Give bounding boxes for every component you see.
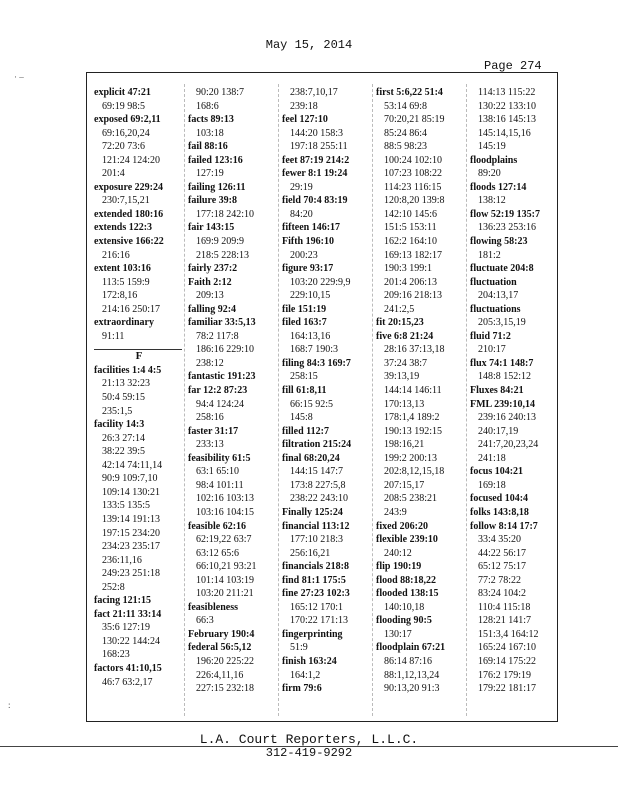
- index-headword-entry: facilities 1:4 4:5: [94, 364, 162, 376]
- index-continuation-entry: 65:12 75:17: [478, 561, 527, 573]
- index-headword-entry: feel 127:10: [282, 114, 328, 126]
- index-headword-entry: feet 87:19 214:2: [282, 154, 350, 166]
- index-headword-entry: extent 103:16: [94, 263, 151, 275]
- index-continuation-entry: 114:23 116:15: [384, 181, 442, 193]
- index-continuation-entry: 170:13,13: [384, 398, 425, 410]
- index-continuation-entry: 86:14 87:16: [384, 655, 433, 667]
- index-continuation-entry: 103:18: [196, 127, 224, 139]
- index-headword-entry: file 151:19: [282, 303, 327, 315]
- index-continuation-entry: 21:13 32:23: [102, 378, 151, 390]
- index-headword-entry: explicit 47:21: [94, 87, 151, 98]
- index-column-1: [94, 86, 184, 689]
- index-headword-entry: figure 93:17: [282, 263, 334, 275]
- index-column-2: [188, 86, 278, 696]
- index-continuation-entry: 63:1 65:10: [196, 466, 240, 478]
- index-continuation-entry: 238:12: [196, 357, 224, 369]
- transcript-date: May 15, 2014: [265, 38, 353, 52]
- index-continuation-entry: 169:18: [478, 479, 506, 491]
- index-headword-entry: Faith 2:12: [188, 276, 232, 288]
- index-headword-entry: filtration 215:24: [282, 439, 352, 451]
- index-headword-entry: failing 126:11: [188, 181, 246, 193]
- index-continuation-entry: 53:14 69:8: [384, 100, 428, 112]
- index-continuation-entry: 198:16,21: [384, 439, 425, 451]
- index-continuation-entry: 35:6 127:19: [102, 622, 151, 634]
- index-continuation-entry: 190:3 199:1: [384, 263, 433, 275]
- index-continuation-entry: 42:14 74:11,14: [102, 459, 163, 471]
- index-continuation-entry: 249:23 251:18: [102, 568, 161, 580]
- index-headword-entry: fluctuation: [470, 276, 517, 288]
- index-continuation-entry: 50:4 59:15: [102, 392, 146, 404]
- index-continuation-entry: 226:4,11,16: [196, 669, 244, 681]
- index-continuation-entry: 28:16 37:13,18: [384, 344, 445, 356]
- index-continuation-entry: 114:13 115:22: [478, 87, 536, 98]
- index-continuation-entry: 88:1,12,13,24: [384, 669, 440, 681]
- index-headword-entry: exposed 69:2,11: [94, 114, 161, 126]
- index-headword-entry: fairly 237:2: [188, 263, 238, 275]
- index-column-5: [470, 86, 560, 696]
- index-continuation-entry: 88:5 98:23: [384, 141, 428, 153]
- index-headword-entry: feasibility 61:5: [188, 452, 251, 464]
- index-continuation-entry: 252:8: [102, 581, 125, 593]
- index-headword-entry: flowing 58:23: [470, 236, 528, 248]
- index-continuation-entry: 109:14 130:21: [102, 486, 161, 498]
- index-continuation-entry: 66:10,21 93:21: [196, 561, 257, 573]
- index-continuation-entry: 168:23: [102, 649, 130, 661]
- index-continuation-entry: 38:22 39:5: [102, 446, 146, 458]
- court-reporter-phone: 312-419-9292: [265, 746, 353, 760]
- index-headword-entry: facility 14:3: [94, 419, 145, 431]
- index-continuation-entry: 258:15: [290, 371, 318, 383]
- index-continuation-entry: 130:22 133:10: [478, 100, 537, 112]
- index-continuation-entry: 62:19,22 63:7: [196, 534, 252, 546]
- index-headword-entry: floodplains: [470, 154, 518, 166]
- index-headword-entry: faster 31:17: [188, 425, 239, 437]
- index-continuation-entry: 78:2 117:8: [196, 330, 239, 342]
- margin-mark: · –: [14, 72, 24, 82]
- index-continuation-entry: 46:7 63:2,17: [102, 676, 153, 688]
- index-continuation-entry: 84:20: [290, 208, 313, 220]
- index-headword-entry: feasibleness: [188, 601, 238, 613]
- index-continuation-entry: 102:16 103:13: [196, 493, 255, 505]
- index-column-4: [376, 86, 466, 696]
- index-headword-entry: focus 104:21: [470, 466, 524, 478]
- index-continuation-entry: 136:23 253:16: [478, 222, 537, 234]
- index-continuation-entry: 144:14 146:11: [384, 385, 442, 397]
- index-headword-entry: far 12:2 87:23: [188, 385, 248, 397]
- word-index: [92, 86, 556, 716]
- index-continuation-entry: 69:19 98:5: [102, 100, 146, 112]
- index-continuation-entry: 164:13,16: [290, 330, 331, 342]
- index-headword-entry: follow 8:14 17:7: [470, 520, 538, 532]
- index-continuation-entry: 168:7 190:3: [290, 344, 339, 356]
- index-headword-entry: extraordinary: [94, 317, 154, 329]
- index-continuation-entry: 169:13 182:17: [384, 249, 443, 261]
- index-continuation-entry: 200:23: [290, 249, 318, 261]
- index-continuation-entry: 235:1,5: [102, 405, 133, 417]
- index-headword-entry: familiar 33:5,13: [188, 317, 256, 329]
- index-continuation-entry: 209:13: [196, 290, 224, 302]
- index-continuation-entry: 208:5 238:21: [384, 493, 438, 505]
- index-headword-entry: flow 52:19 135:7: [470, 208, 540, 220]
- index-headword-entry: filed 163:7: [282, 317, 327, 329]
- index-continuation-entry: 190:13 192:15: [384, 425, 443, 437]
- index-continuation-entry: 113:5 159:9: [102, 276, 150, 288]
- index-headword-entry: fingerprinting: [282, 628, 343, 640]
- index-headword-entry: floodplain 67:21: [376, 642, 446, 654]
- index-continuation-entry: 238:22 243:10: [290, 493, 349, 505]
- index-headword-entry: fair 143:15: [188, 222, 235, 234]
- index-continuation-entry: 204:13,17: [478, 290, 519, 302]
- index-continuation-entry: 197:18 255:11: [290, 141, 348, 153]
- index-column-3: [282, 86, 372, 696]
- index-continuation-entry: 197:15 234:20: [102, 527, 161, 539]
- index-headword-entry: financials 218:8: [282, 561, 349, 573]
- index-continuation-entry: 98:4 101:11: [196, 479, 244, 491]
- index-continuation-entry: 128:21 141:7: [478, 615, 532, 627]
- index-headword-entry: filing 84:3 169:7: [282, 357, 351, 369]
- index-continuation-entry: 165:12 170:1: [290, 601, 344, 613]
- index-headword-entry: final 68:20,24: [282, 452, 340, 464]
- index-headword-entry: failed 123:16: [188, 154, 243, 166]
- index-continuation-entry: 63:12 65:6: [196, 547, 240, 559]
- index-continuation-entry: 181:2: [478, 249, 501, 261]
- index-continuation-entry: 230:7,15,21: [102, 195, 150, 207]
- index-continuation-entry: 138:16 145:13: [478, 114, 537, 126]
- index-headword-entry: flux 74:1 148:7: [470, 357, 534, 369]
- index-continuation-entry: 44:22 56:17: [478, 547, 527, 559]
- index-continuation-entry: 169:14 175:22: [478, 655, 537, 667]
- index-headword-entry: Fluxes 84:21: [470, 385, 524, 397]
- index-headword-entry: facing 121:15: [94, 595, 151, 607]
- index-continuation-entry: 177:10 218:3: [290, 534, 344, 546]
- index-continuation-entry: 229:10,15: [290, 290, 331, 302]
- section-letter: F: [135, 350, 143, 363]
- index-continuation-entry: 138:12: [478, 195, 506, 207]
- index-continuation-entry: 172:8,16: [102, 290, 138, 302]
- index-continuation-entry: 218:5 228:13: [196, 249, 250, 261]
- index-headword-entry: firm 79:6: [282, 683, 322, 695]
- index-continuation-entry: 139:14 191:13: [102, 513, 161, 525]
- index-headword-entry: extends 122:3: [94, 222, 153, 234]
- index-continuation-entry: 85:24 86:4: [384, 127, 428, 139]
- index-continuation-entry: 37:24 38:7: [384, 357, 428, 369]
- index-continuation-entry: 142:10 145:6: [384, 208, 438, 220]
- index-headword-entry: extensive 166:22: [94, 236, 164, 248]
- index-headword-entry: flooding 90:5: [376, 615, 432, 627]
- index-continuation-entry: 227:15 232:18: [196, 683, 255, 695]
- index-continuation-entry: 168:6: [196, 100, 219, 112]
- index-continuation-entry: 121:24 124:20: [102, 154, 161, 166]
- index-continuation-entry: 101:14 103:19: [196, 574, 255, 586]
- index-headword-entry: flood 88:18,22: [376, 574, 436, 586]
- index-headword-entry: focused 104:4: [470, 493, 529, 505]
- index-continuation-entry: 151:5 153:11: [384, 222, 437, 234]
- index-continuation-entry: 233:13: [196, 439, 224, 451]
- index-continuation-entry: 83:24 104:2: [478, 588, 527, 600]
- index-continuation-entry: 127:19: [196, 168, 224, 180]
- index-continuation-entry: 176:2 179:19: [478, 669, 532, 681]
- index-continuation-entry: 243:9: [384, 506, 407, 518]
- index-continuation-entry: 151:3,4 164:12: [478, 628, 539, 640]
- index-continuation-entry: 258:16: [196, 412, 224, 424]
- index-continuation-entry: 234:23 235:17: [102, 541, 161, 553]
- index-continuation-entry: 107:23 108:22: [384, 168, 443, 180]
- index-continuation-entry: 148:8 152:12: [478, 371, 532, 383]
- index-headword-entry: fine 27:23 102:3: [282, 588, 350, 600]
- index-headword-entry: flexible 239:10: [376, 534, 438, 546]
- index-continuation-entry: 100:24 102:10: [384, 154, 443, 166]
- index-continuation-entry: 173:8 227:5,8: [290, 479, 346, 491]
- index-continuation-entry: 202:8,12,15,18: [384, 466, 445, 478]
- index-headword-entry: field 70:4 83:19: [282, 195, 348, 207]
- index-continuation-entry: 216:16: [102, 249, 130, 261]
- index-continuation-entry: 90:20 138:7: [196, 87, 245, 98]
- index-continuation-entry: 205:3,15,19: [478, 317, 526, 329]
- index-headword-entry: factors 41:10,15: [94, 662, 162, 674]
- index-continuation-entry: 179:22 181:17: [478, 683, 537, 695]
- index-continuation-entry: 51:9: [290, 642, 308, 654]
- index-continuation-entry: 207:15,17: [384, 479, 425, 491]
- index-continuation-entry: 241:2,5: [384, 303, 415, 315]
- index-continuation-entry: 33:4 35:20: [478, 534, 522, 546]
- index-headword-entry: fantastic 191:23: [188, 371, 256, 383]
- index-headword-entry: federal 56:5,12: [188, 642, 252, 654]
- index-continuation-entry: 240:12: [384, 547, 412, 559]
- index-headword-entry: flip 190:19: [376, 561, 422, 573]
- index-headword-entry: financial 113:12: [282, 520, 350, 532]
- index-continuation-entry: 239:18: [290, 100, 318, 112]
- section-divider: [94, 343, 182, 350]
- index-continuation-entry: 90:9 109:7,10: [102, 473, 158, 485]
- index-continuation-entry: 241:7,20,23,24: [478, 439, 539, 451]
- index-continuation-entry: 145:19: [478, 141, 506, 153]
- index-continuation-entry: 29:19: [290, 181, 313, 193]
- index-headword-entry: extended 180:16: [94, 208, 164, 220]
- index-headword-entry: exposure 229:24: [94, 181, 163, 193]
- index-continuation-entry: 239:16 240:13: [478, 412, 537, 424]
- index-headword-entry: fifteen 146:17: [282, 222, 341, 234]
- index-continuation-entry: 199:2 200:13: [384, 452, 438, 464]
- index-continuation-entry: 169:9 209:9: [196, 236, 245, 248]
- index-continuation-entry: 66:15 92:5: [290, 398, 334, 410]
- index-continuation-entry: 70:20,21 85:19: [384, 114, 445, 126]
- index-headword-entry: facts 89:13: [188, 114, 234, 126]
- index-headword-entry: FML 239:10,14: [470, 398, 535, 410]
- index-continuation-entry: 130:17: [384, 628, 412, 640]
- index-continuation-entry: 89:20: [478, 168, 501, 180]
- index-continuation-entry: 26:3 27:14: [102, 432, 146, 444]
- index-continuation-entry: 140:10,18: [384, 601, 425, 613]
- index-continuation-entry: 72:20 73:6: [102, 141, 146, 153]
- index-continuation-entry: 240:17,19: [478, 425, 519, 437]
- index-continuation-entry: 177:18 242:10: [196, 208, 255, 220]
- index-continuation-entry: 94:4 124:24: [196, 398, 245, 410]
- index-headword-entry: fewer 8:1 19:24: [282, 168, 348, 180]
- index-headword-entry: finish 163:24: [282, 655, 337, 667]
- index-headword-entry: floods 127:14: [470, 181, 527, 193]
- index-headword-entry: failure 39:8: [188, 195, 237, 207]
- index-continuation-entry: 209:16 218:13: [384, 290, 443, 302]
- index-headword-entry: filled 112:7: [282, 425, 329, 437]
- index-headword-entry: fluctuations: [470, 303, 521, 315]
- index-continuation-entry: 165:24 167:10: [478, 642, 537, 654]
- index-headword-entry: five 6:8 21:24: [376, 330, 434, 342]
- index-headword-entry: feasible 62:16: [188, 520, 247, 532]
- court-reporter-name: L.A. Court Reporters, L.L.C.: [199, 732, 419, 747]
- index-continuation-entry: 91:11: [102, 330, 125, 342]
- index-continuation-entry: 120:8,20 139:8: [384, 195, 445, 207]
- index-headword-entry: fluid 71:2: [470, 330, 511, 342]
- index-continuation-entry: 130:22 144:24: [102, 635, 161, 647]
- index-headword-entry: first 5:6,22 51:4: [376, 87, 443, 98]
- index-headword-entry: flooded 138:15: [376, 588, 439, 600]
- index-continuation-entry: 144:20 158:3: [290, 127, 344, 139]
- index-continuation-entry: 103:20 229:9,9: [290, 276, 351, 288]
- index-continuation-entry: 90:13,20 91:3: [384, 683, 440, 695]
- index-continuation-entry: 77:2 78:22: [478, 574, 522, 586]
- index-headword-entry: find 81:1 175:5: [282, 574, 346, 586]
- index-continuation-entry: 66:3: [196, 615, 214, 627]
- index-headword-entry: fluctuate 204:8: [470, 263, 534, 275]
- index-headword-entry: fixed 206:20: [376, 520, 428, 532]
- index-continuation-entry: 241:18: [478, 452, 506, 464]
- index-continuation-entry: 69:16,20,24: [102, 127, 150, 139]
- index-continuation-entry: 196:20 225:22: [196, 655, 255, 667]
- index-continuation-entry: 103:16 104:15: [196, 506, 255, 518]
- index-headword-entry: fail 88:16: [188, 141, 228, 153]
- margin-mark: :: [8, 700, 11, 710]
- index-headword-entry: folks 143:8,18: [470, 506, 529, 518]
- index-continuation-entry: 170:22 171:13: [290, 615, 349, 627]
- index-continuation-entry: 144:15 147:7: [290, 466, 344, 478]
- index-headword-entry: fit 20:15,23: [376, 317, 424, 329]
- index-continuation-entry: 210:17: [478, 344, 506, 356]
- index-continuation-entry: 110:4 115:18: [478, 601, 531, 613]
- index-continuation-entry: 164:1,2: [290, 669, 321, 681]
- index-continuation-entry: 201:4: [102, 168, 125, 180]
- index-continuation-entry: 162:2 164:10: [384, 236, 438, 248]
- index-continuation-entry: 236:11,16: [102, 554, 142, 566]
- index-continuation-entry: 145:8: [290, 412, 313, 424]
- index-headword-entry: falling 92:4: [188, 303, 237, 315]
- index-continuation-entry: 178:1,4 189:2: [384, 412, 440, 424]
- index-continuation-entry: 103:20 211:21: [196, 588, 254, 600]
- index-continuation-entry: 256:16,21: [290, 547, 331, 559]
- index-continuation-entry: 214:16 250:17: [102, 303, 161, 315]
- page-number: Page 274: [484, 59, 542, 73]
- index-headword-entry: February 190:4: [188, 628, 255, 640]
- index-continuation-entry: 133:5 135:5: [102, 500, 151, 512]
- index-continuation-entry: 145:14,15,16: [478, 127, 531, 139]
- index-continuation-entry: 201:4 206:13: [384, 276, 438, 288]
- index-headword-entry: Finally 125:24: [282, 506, 343, 518]
- index-headword-entry: Fifth 196:10: [282, 236, 334, 248]
- index-continuation-entry: 238:7,10,17: [290, 87, 338, 98]
- index-headword-entry: fill 61:8,11: [282, 385, 327, 397]
- index-continuation-entry: 186:16 229:10: [196, 344, 255, 356]
- index-headword-entry: fact 21:11 33:14: [94, 608, 162, 620]
- index-continuation-entry: 39:13,19: [384, 371, 420, 383]
